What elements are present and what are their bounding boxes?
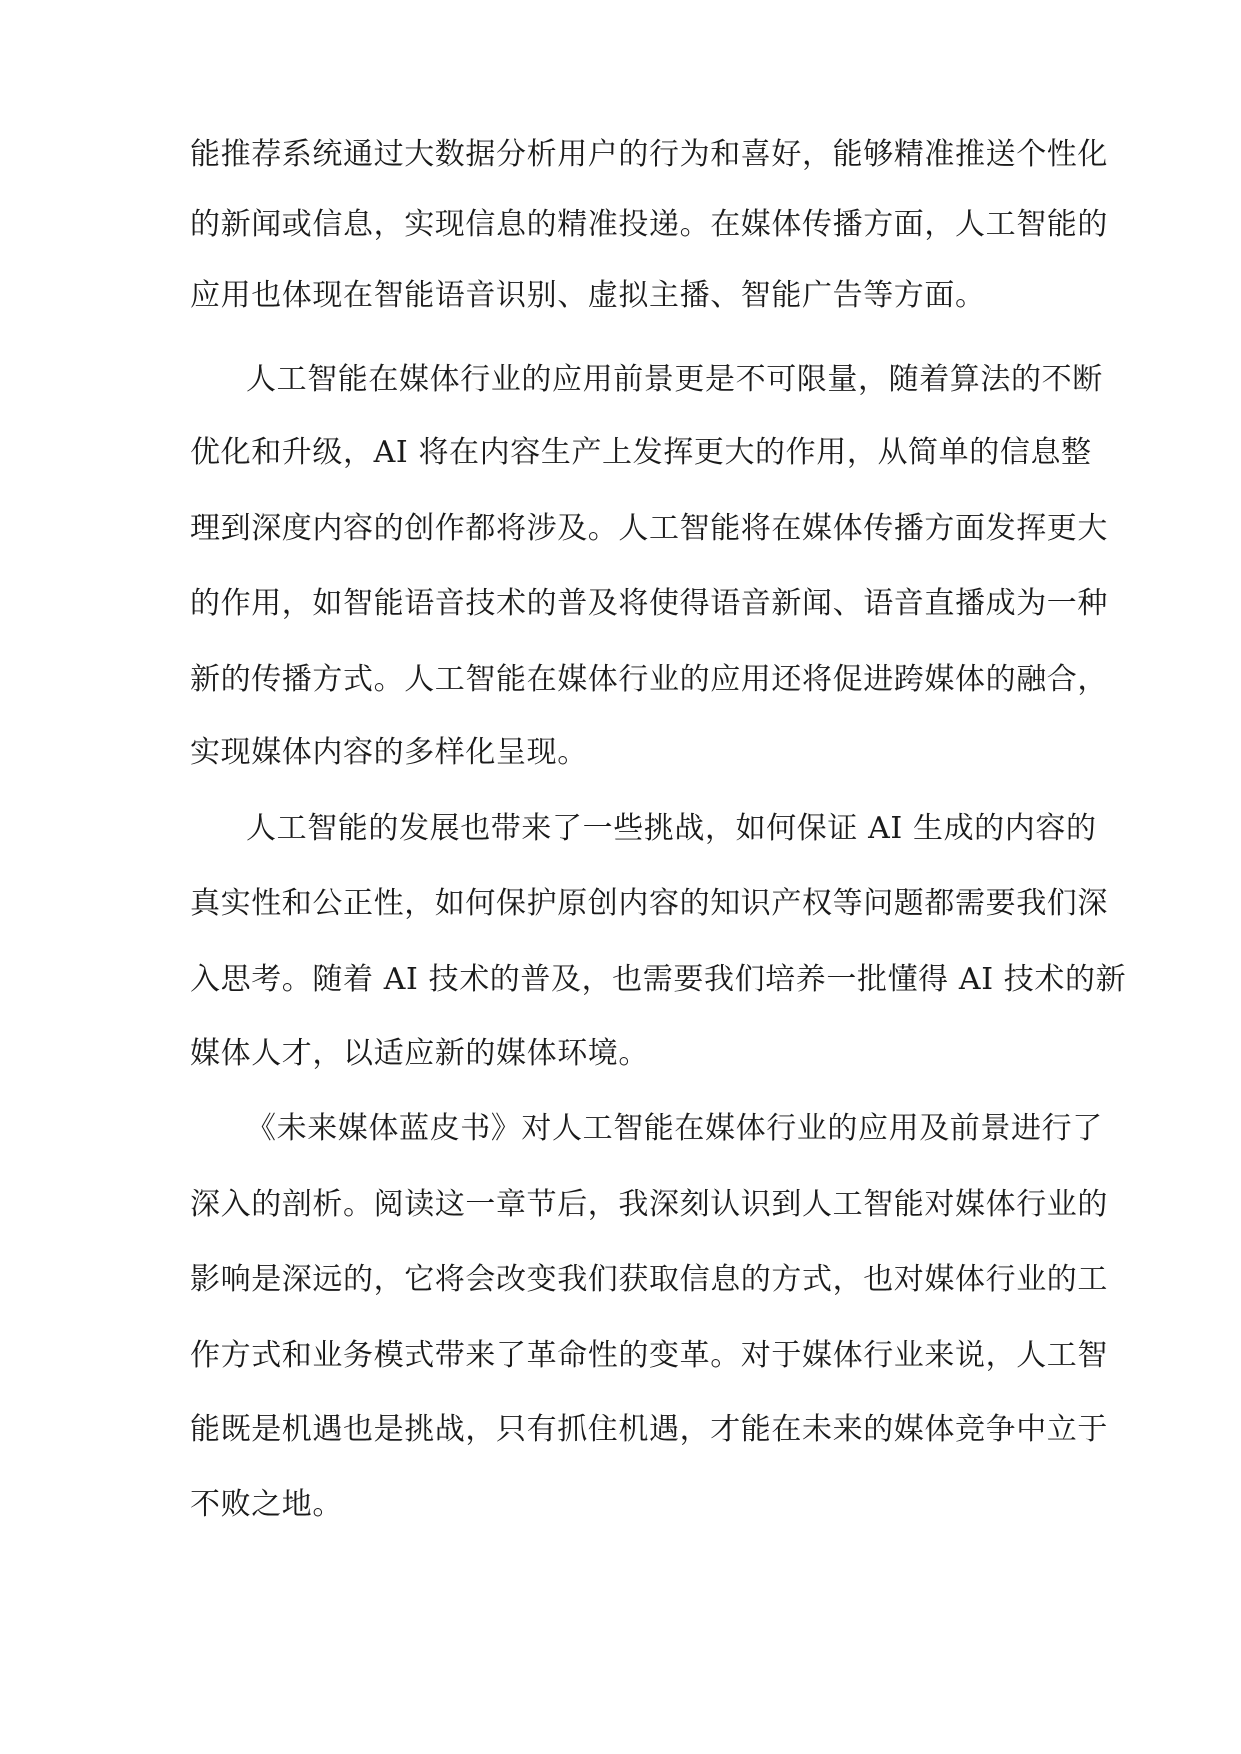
text-line: 理到深度内容的创作都将涉及。人工智能将在媒体传播方面发挥更大 <box>190 511 1108 546</box>
text-line: 影响是深远的，它将会改变我们获取信息的方式，也对媒体行业的工 <box>190 1262 1108 1297</box>
text-line: 能既是机遇也是挑战，只有抓住机遇，才能在未来的媒体竞争中立于 <box>190 1412 1108 1447</box>
text-line: 真实性和公正性，如何保护原创内容的知识产权等问题都需要我们深 <box>190 886 1108 921</box>
text-line: 优化和升级，AI 将在内容生产上发挥更大的作用，从简单的信息整 <box>190 435 1092 470</box>
text-line: 媒体人才，以适应新的媒体环境。 <box>190 1036 649 1071</box>
text-line: 深入的剖析。阅读这一章节后，我深刻认识到人工智能对媒体行业的 <box>190 1187 1108 1222</box>
text-line: 作方式和业务模式带来了革命性的变革。对于媒体行业来说，人工智 <box>190 1338 1108 1373</box>
paragraph-first-line: 人工智能的发展也带来了一些挑战，如何保证 AI 生成的内容的 <box>246 811 1097 846</box>
text-line: 入思考。随着 AI 技术的普及，也需要我们培养一批懂得 AI 技术的新 <box>190 962 1127 997</box>
paragraph-first-line: 人工智能在媒体行业的应用前景更是不可限量，随着算法的不断 <box>246 362 1103 397</box>
text-line: 不败之地。 <box>190 1487 343 1522</box>
text-line: 的新闻或信息，实现信息的精准投递。在媒体传播方面，人工智能的 <box>190 207 1108 242</box>
text-line: 新的传播方式。人工智能在媒体行业的应用还将促进跨媒体的融合， <box>190 662 1108 697</box>
text-line: 实现媒体内容的多样化呈现。 <box>190 735 588 770</box>
text-line: 应用也体现在智能语音识别、虚拟主播、智能广告等方面。 <box>190 278 986 313</box>
paragraph-first-line: 《未来媒体蓝皮书》对人工智能在媒体行业的应用及前景进行了 <box>246 1111 1103 1146</box>
text-line: 的作用，如智能语音技术的普及将使得语音新闻、语音直播成为一种 <box>190 586 1108 621</box>
text-line: 能推荐系统通过大数据分析用户的行为和喜好，能够精准推送个性化 <box>190 137 1108 172</box>
